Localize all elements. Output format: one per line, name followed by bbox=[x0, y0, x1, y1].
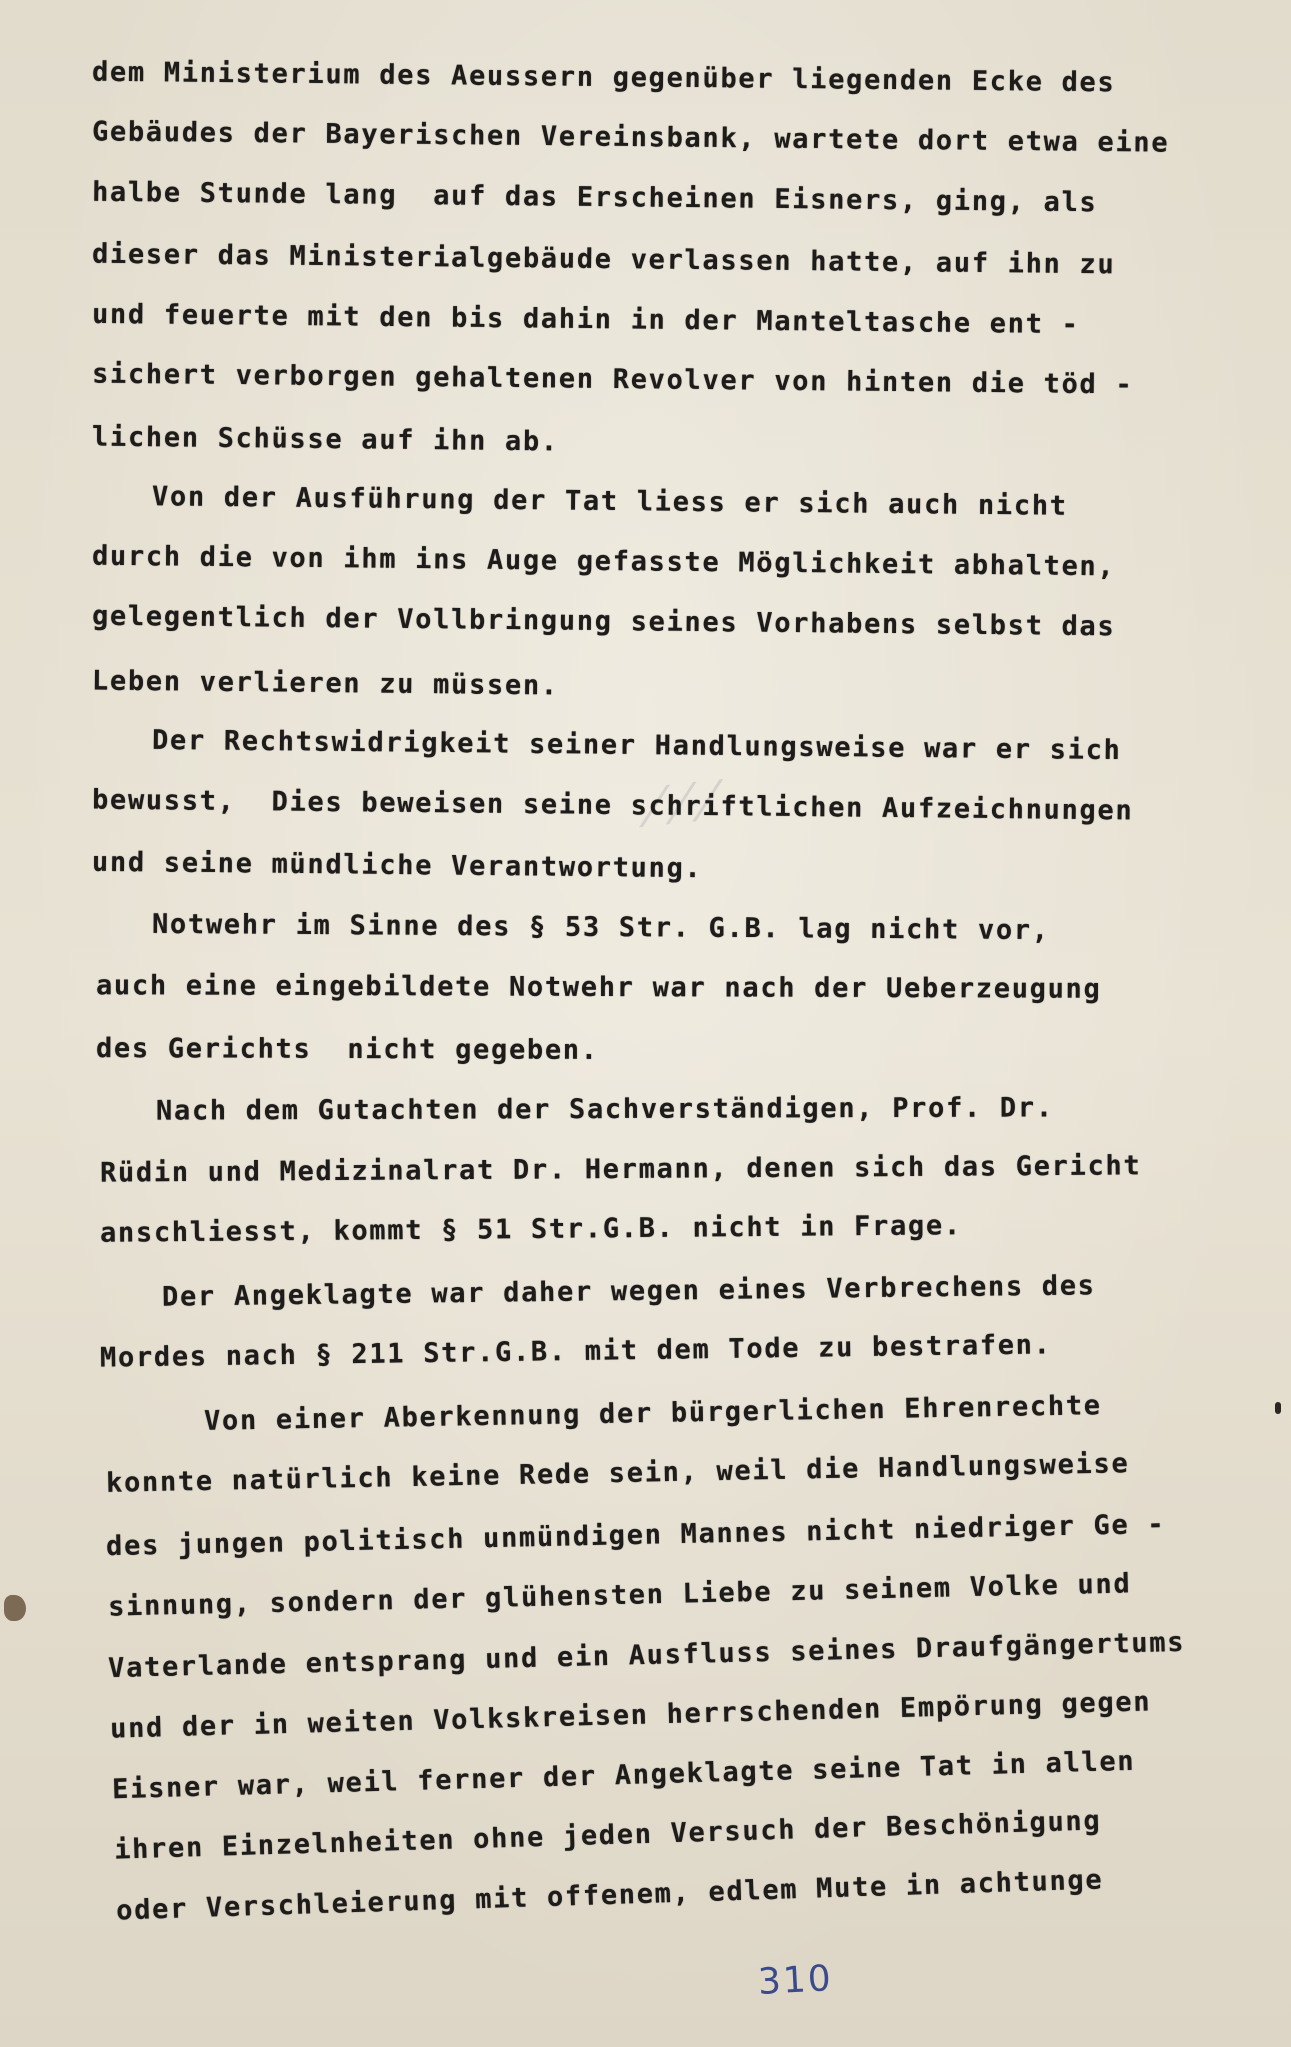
text-line-17: des Gerichts nicht gegeben. bbox=[95, 1033, 599, 1066]
text-line-14: und seine mündliche Verantwortung. bbox=[91, 846, 703, 885]
text-line-5: und feuerte mit den bis dahin in der Manteltasche ent - bbox=[91, 298, 1080, 341]
text-line-4: dieser das Ministerialgebäude verlassen hatte, auf ihn zu bbox=[91, 238, 1116, 281]
text-line-24: konnte natürlich keine Rede sein, weil die Handlungsweise bbox=[105, 1448, 1130, 1499]
text-line-29: Eisner war, weil ferner der Angeklagte seine Tat in allen bbox=[111, 1745, 1136, 1806]
text-line-31: oder Verschleierung mit offenem, edlem Mute in achtunge bbox=[115, 1864, 1104, 1927]
page-number: 310 bbox=[756, 1958, 834, 2003]
text-line-23: Von einer Aberkennung der bürgerlichen Ehrenrechte bbox=[203, 1390, 1102, 1437]
text-line-20: anschliesst, kommt § 51 Str.G.B. nicht in Frage. bbox=[99, 1210, 962, 1249]
text-line-8: Von der Ausführung der Tat liess er sich auch nicht bbox=[151, 481, 1068, 522]
text-line-27: Vaterlande entsprang und ein Ausfluss seines Draufgängertums bbox=[107, 1626, 1186, 1685]
text-line-19: Rüdin und Medizinalrat Dr. Hermann, denen sich das Gericht bbox=[99, 1150, 1142, 1189]
text-line-2: Gebäudes der Bayerischen Vereinsbank, wartete dort etwa eine bbox=[91, 116, 1170, 159]
text-line-13: bewusst, Dies beweisen seine schriftlichen Aufzeichnungen bbox=[91, 784, 1134, 827]
text-line-16: auch eine eingebildete Notwehr war nach der Ueberzeugung bbox=[95, 970, 1102, 1005]
text-line-10: gelegentlich der Vollbringung seines Vorhabens selbst das bbox=[91, 600, 1116, 643]
text-line-11: Leben verlieren zu müssen. bbox=[91, 665, 559, 702]
text-line-28: und der in weiten Volkskreisen herrschenden Empörung gegen bbox=[109, 1686, 1152, 1745]
text-line-1: dem Ministerium des Aeussern gegenüber liegenden Ecke des bbox=[91, 56, 1116, 99]
paper-edge-dot bbox=[1275, 1402, 1281, 1414]
text-line-15: Notwehr im Sinne des § 53 Str. G.B. lag nicht vor, bbox=[151, 908, 1050, 947]
paper-edge-stain bbox=[4, 1595, 26, 1621]
text-line-9: durch die von ihm ins Auge gefasste Möglichkeit abhalten, bbox=[91, 540, 1116, 583]
text-line-6: sichert verborgen gehaltenen Revolver von hinten die töd - bbox=[91, 358, 1134, 401]
text-line-22: Mordes nach § 211 Str.G.B. mit dem Tode zu bestrafen. bbox=[99, 1329, 1052, 1374]
text-line-12: Der Rechtswidrigkeit seiner Handlungsweise war er sich bbox=[151, 724, 1122, 767]
text-line-3: halbe Stunde lang auf das Erscheinen Eisners, ging, als bbox=[91, 176, 1098, 219]
text-line-25: des jungen politisch unmündigen Mannes nicht niedriger Ge - bbox=[105, 1508, 1166, 1563]
text-line-26: sinnung, sondern der glühensten Liebe zu seinem Volke und bbox=[107, 1568, 1132, 1623]
text-line-7: lichen Schüsse auf ihn ab. bbox=[91, 421, 559, 458]
text-line-30: ihren Einzelnheiten ohne jeden Versuch der Beschönigung bbox=[113, 1805, 1102, 1866]
text-line-21: Der Angeklagte war daher wegen eines Verbrechens des bbox=[161, 1270, 1096, 1313]
text-line-18: Nach dem Gutachten der Sachverständigen, Prof. Dr. bbox=[155, 1092, 1054, 1127]
